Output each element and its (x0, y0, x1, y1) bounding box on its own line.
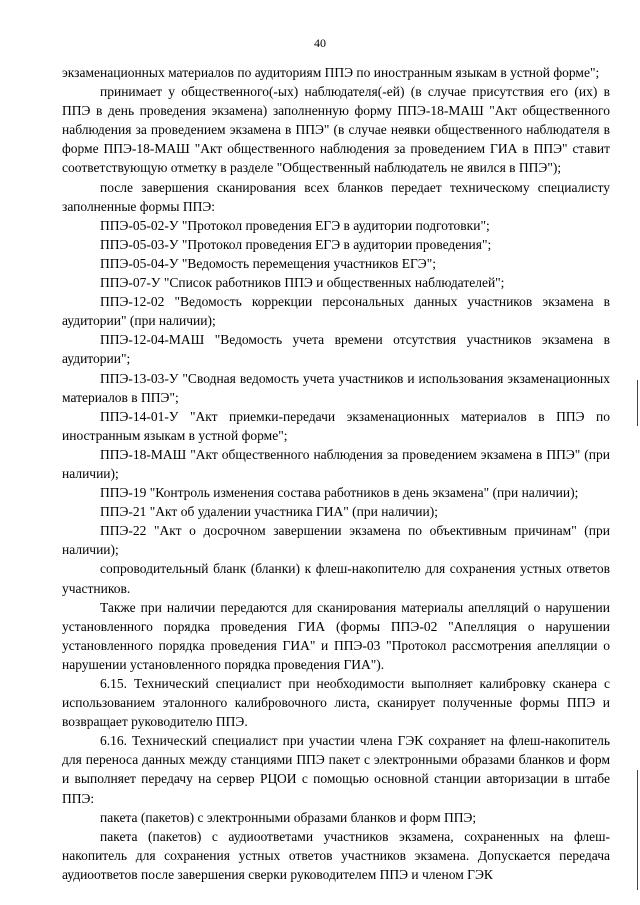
form-item-07-u: ППЭ-07-У "Список работников ППЭ и общественных наблюдателей"; (100, 275, 505, 291)
form-item-18-mash: ППЭ-18-МАШ "Акт общественного наблюдения за проведением экзамена в ППЭ" (при наличии); (62, 446, 610, 481)
scan-edge-mark-upper (637, 380, 638, 426)
document-body (62, 63, 610, 884)
paragraph-package-images: пакета (пакетов) с электронными образами бланков и форм ППЭ; (100, 809, 477, 825)
form-item-22: ППЭ-22 "Акт о досрочном завершении экзамена по объективным причинам" (при наличии); (62, 523, 610, 558)
paragraph-observer-form: принимает у общественного(-ых) наблюдателя(-ей) (в случае присутствия его (их) в ППЭ в день проведения экзамена) заполненную форму ППЭ-18-МАШ "Акт общественного наблюдения за проведением экзамена в ППЭ" (в случае неявки общественного наблюдателя в форме ППЭ-18-МАШ "Акт общественного наблюдения за проведением ГИА в ППЭ" ставит соответствующую отметку в разделе "Общественный наблюдатель не явился в ППЭ"); (62, 84, 610, 176)
form-item-13-03-u: ППЭ-13-03-У "Сводная ведомость учета участников и использования экзаменационных материалов в ППЭ"; (62, 370, 610, 405)
form-item-12-04-mash: ППЭ-12-04-МАШ "Ведомость учета времени отсутствия участников экзамена в аудитории"; (62, 332, 610, 367)
form-item-19: ППЭ-19 "Контроль изменения состава работников в день экзамена" (при наличии); (100, 485, 579, 501)
paragraph-oral-exam-materials-end: экзаменационных материалов по аудиториям ППЭ по иностранным языкам в устной форме"; (62, 65, 600, 80)
form-item-14-01-u: ППЭ-14-01-У "Акт приемки-передачи экзаменационных материалов в ППЭ по иностранным языкам в устной форме"; (62, 408, 610, 443)
paragraph-package-audio: пакета (пакетов) с аудиоответами участников экзамена, сохраненных на флеш-накопитель для сохранения устных ответов участников экзамена. Допускается передача аудиоответов после завершения сверки руководителем ППЭ и членом ГЭК (62, 828, 610, 882)
form-item-05-04-u: ППЭ-05-04-У "Ведомость перемещения участников ЕГЭ"; (100, 255, 436, 271)
form-item-12-02: ППЭ-12-02 "Ведомость коррекции персональных данных участников экзамена в аудитории" (при наличии); (62, 294, 610, 329)
form-item-21: ППЭ-21 "Акт об удалении участника ГИА" (при наличии); (100, 504, 438, 520)
form-item-05-03-u: ППЭ-05-03-У "Протокол проведения ЕГЭ в аудитории проведения"; (100, 236, 492, 252)
paragraph-after-scanning: после завершения сканирования всех бланков передает техническому специалисту заполненные формы ППЭ: (62, 179, 610, 214)
scan-edge-mark-lower (637, 770, 638, 890)
page-number: 40 (314, 36, 326, 50)
paragraph-accompanying-blank: сопроводительный бланк (бланки) к флеш-накопителю для сохранения устных ответов участников. (62, 561, 610, 596)
paragraph-appeal-materials: Также при наличии передаются для сканирования материалы апелляций о нарушении установленного порядка проведения ГИА (формы ППЭ-02 "Апелляция о нарушении установленного порядка проведения ГИА" и ППЭ-03 "Протокол рассмотрения апелляции о нарушении установленного порядка проведения ГИА"). (62, 599, 610, 672)
paragraph-6-15: 6.15. Технический специалист при необходимости выполняет калибровку сканера с использованием эталонного калибровочного листа, сканирует полученные формы ППЭ и возвращает руководителю ППЭ. (62, 676, 610, 730)
paragraph-6-16: 6.16. Технический специалист при участии члена ГЭК сохраняет на флеш-накопитель для переноса данных между станциями ППЭ пакет с электронными образами бланков и форм и выполняет передачу на сервер РЦОИ с помощью основной станции авторизации в штабе ППЭ: (62, 733, 610, 806)
form-item-05-02-u: ППЭ-05-02-У "Протокол проведения ЕГЭ в аудитории подготовки"; (100, 217, 490, 233)
